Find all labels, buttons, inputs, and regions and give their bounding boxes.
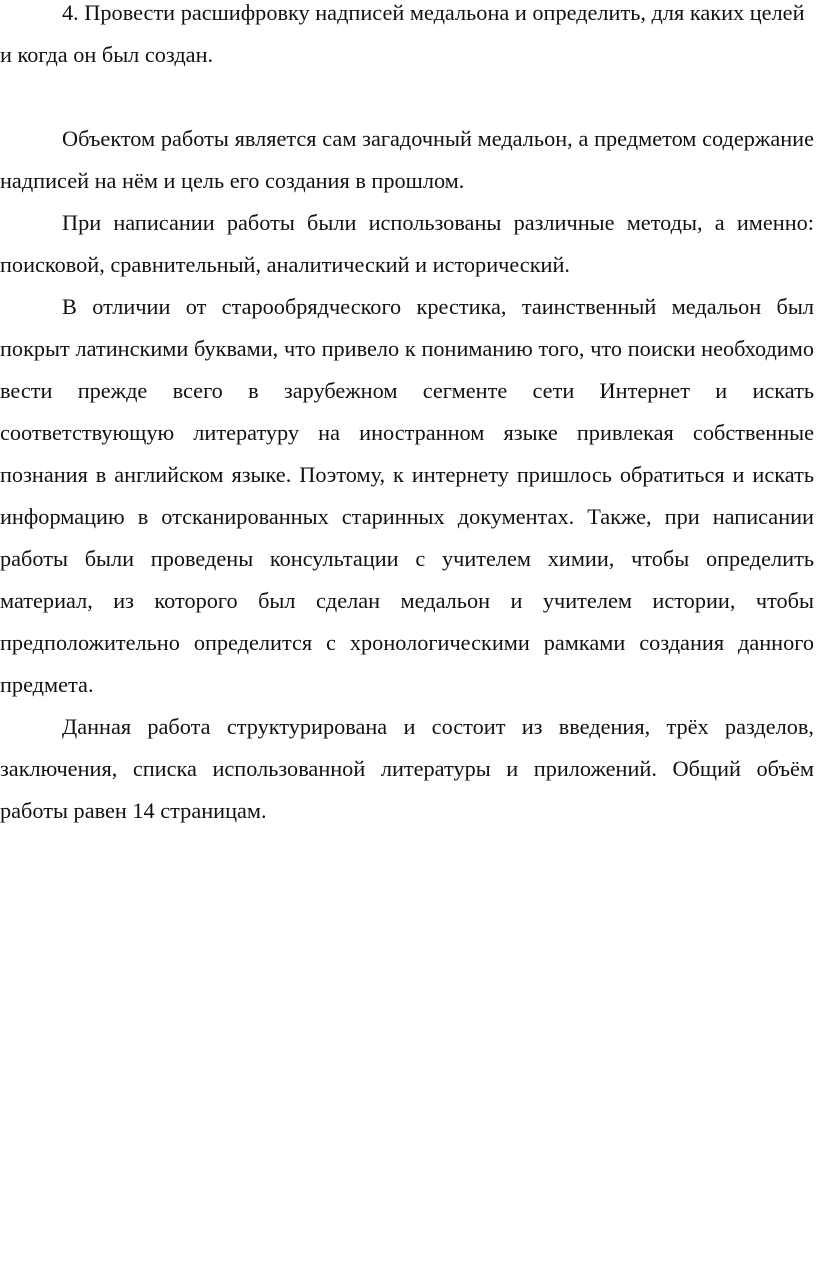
paragraph-structure: Данная работа структурирована и состоит из введения, трёх разделов, заключения, списка использованной литературы и приложений. Общий объём работы равен 14 страницам. (0, 714, 814, 823)
paragraph-research-process: В отличии от старообрядческого крестика, таинственный медальон был покрыт латинскими буквами, что привело к пониманию того, что поиски необходимо вести прежде всего в зарубежном сегменте сети Интернет и искать соответствующую литературу на иностранном языке привлекая собственные познания в английском языке. Поэтому, к интернету пришлось обратиться и искать информацию в отсканированных старинных документах. Также, при написании работы были проведены консультации с учителем химии, чтобы определить материал, из которого был сделан медальон и учителем истории, чтобы предположительно определится с хронологическими рамками создания данного предмета. (0, 294, 814, 697)
paragraph-task-4: 4. Провести расшифровку надписей медальона и определить, для каких целей и когда он был создан. (0, 0, 805, 67)
paragraph-spacer (0, 76, 814, 118)
paragraph-methods: При написании работы были использованы различные методы, а именно: поисковой, сравнительный, аналитический и исторический. (0, 210, 814, 277)
paragraph-object-subject: Объектом работы является сам загадочный медальон, а предметом содержание надписей на нём и цель его создания в прошлом. (0, 126, 814, 193)
